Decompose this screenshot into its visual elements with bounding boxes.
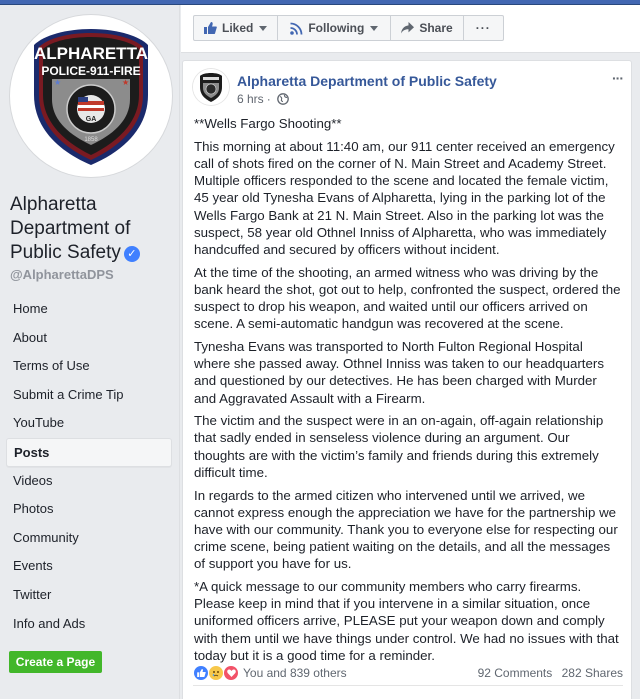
sidebar-item-twitter[interactable]: Twitter	[13, 586, 52, 602]
shares-count-link[interactable]: 282 Shares	[561, 665, 623, 680]
post-options-button[interactable]: ···	[612, 70, 623, 86]
svg-text:GA: GA	[85, 116, 97, 123]
post-meta	[237, 92, 289, 106]
sidebar-item-events[interactable]: Events	[13, 558, 53, 574]
police-badge-icon	[193, 69, 229, 105]
more-options-button[interactable]	[464, 16, 503, 40]
post-author-link[interactable]: Alpharetta Department of Public Safety	[237, 73, 497, 89]
post-paragraph: Tynesha Evans was transported to North Fulton Regional Hospital where she passed away. Othnel Inniss was taken to our headquarters and questioned by our detectives. He has been charged with Murder and Aggravated Assault with a Firearm.	[194, 338, 604, 406]
post-text	[194, 115, 622, 670]
post-card	[182, 60, 632, 699]
verified-badge-icon: ✓	[124, 246, 140, 262]
thumbs-up-icon	[204, 22, 217, 34]
more-dots-icon: ···	[475, 21, 491, 35]
liked-label: Liked	[222, 21, 254, 35]
engagement-counts	[472, 666, 623, 680]
reactions-count: You and 839 others	[243, 665, 347, 680]
svg-text:★: ★	[54, 78, 62, 87]
liked-button[interactable]	[194, 16, 278, 40]
svg-text:1858: 1858	[84, 137, 98, 143]
create-page-button[interactable]: Create a Page	[9, 651, 102, 673]
post-paragraph: At the time of the shooting, an armed witness who was driving by the bank heard the shot, got out to help, confronted the suspect, ordered the suspect to drop his weapon, and waited until our officers arrived on scene. A semi-automatic handgun was recovered at the scene.	[194, 264, 621, 332]
sidebar-item-videos[interactable]: Videos	[13, 472, 53, 488]
sidebar-item-submit-crime-tip[interactable]: Submit a Crime Tip	[13, 386, 124, 402]
post-paragraph: The victim and the suspect were in an on-again, off-again relationship that sadly ended in senseless violence during an argument. Our thoughts are with the victim’s family and friends during this extremely difficult time.	[194, 413, 604, 480]
page-handle[interactable]: @AlpharettaDPS	[10, 267, 114, 282]
post-paragraph: *A quick message to our community members who carry firearms. Please keep in mind that if you intervene in a similar situation, once uniformed officers arrive, PLEASE put your weapon down and comply with them until we have things under control. We had no issues with that today but it is a good time for a reminder.	[194, 579, 619, 663]
globe-icon[interactable]	[277, 93, 289, 105]
page-title-text: Alpharetta Department of Public Safety	[10, 194, 131, 263]
post-timestamp[interactable]: 6 hrs	[237, 92, 264, 106]
sidebar-item-posts[interactable]: Posts	[6, 438, 172, 467]
sidebar-item-terms-of-use[interactable]: Terms of Use	[13, 358, 90, 374]
sidebar-item-info-and-ads[interactable]: Info and Ads	[13, 615, 86, 631]
following-label: Following	[308, 21, 365, 35]
sad-reaction-icon	[208, 665, 224, 681]
reactions-summary[interactable]	[193, 665, 347, 681]
sidebar-item-about[interactable]: About	[13, 329, 47, 345]
like-reaction-icon	[193, 665, 209, 681]
love-reaction-icon	[223, 665, 239, 681]
profile-picture[interactable]	[10, 15, 172, 177]
page-nav	[6, 295, 172, 638]
svg-text:POLICE-911-FIRE: POLICE-911-FIRE	[41, 64, 141, 78]
svg-text:ALPHARETTA: ALPHARETTA	[34, 44, 148, 63]
sidebar-item-photos[interactable]: Photos	[13, 501, 54, 517]
share-arrow-icon	[401, 22, 414, 34]
page-sidebar	[0, 5, 180, 699]
sidebar-item-home[interactable]: Home	[13, 301, 48, 316]
page-title[interactable]	[10, 193, 175, 265]
post-author-avatar[interactable]	[193, 69, 229, 105]
post-engagement-bar	[193, 662, 623, 686]
page-action-bar	[193, 15, 504, 41]
svg-text:★: ★	[122, 78, 130, 87]
chevron-down-icon	[370, 26, 378, 31]
comments-count-link[interactable]: 92 Comments	[477, 665, 553, 680]
meta-separator: ·	[266, 92, 271, 106]
chevron-down-icon	[259, 26, 267, 31]
post-heading: **Wells Fargo Shooting**	[194, 116, 342, 131]
share-button[interactable]	[391, 16, 463, 40]
following-button[interactable]	[278, 16, 391, 40]
sidebar-item-youtube[interactable]: YouTube	[13, 415, 65, 431]
rss-follow-icon	[290, 22, 303, 35]
police-badge-logo	[12, 17, 170, 175]
sidebar-item-community[interactable]: Community	[13, 529, 79, 545]
post-paragraph: In regards to the armed citizen who intervened until we arrived, we cannot express enough the appreciation we have for the partnership we have with our community. Thank you to everyone else for respecting our crime scene, being patient waiting on the details, and all the messages of support you have for us.	[194, 487, 618, 572]
share-label: Share	[419, 21, 453, 35]
post-paragraph: This morning at about 11:40 am, our 911 center received an emergency call of shots fired on the corner of N. Main Street and Academy Street. Multiple officers responded to the scene and located the female victim, 45 year old Tynesha Evans of Alpharetta, lying in the parking lot of the Wells Fargo Bank at 21 N. Main Street. Also in the parking lot was the suspect, 58 year old Othnel Inniss of Alpharetta, who was immediately handcuffed and secured by officers without incident.	[194, 138, 615, 257]
page-actions-area	[181, 5, 640, 53]
